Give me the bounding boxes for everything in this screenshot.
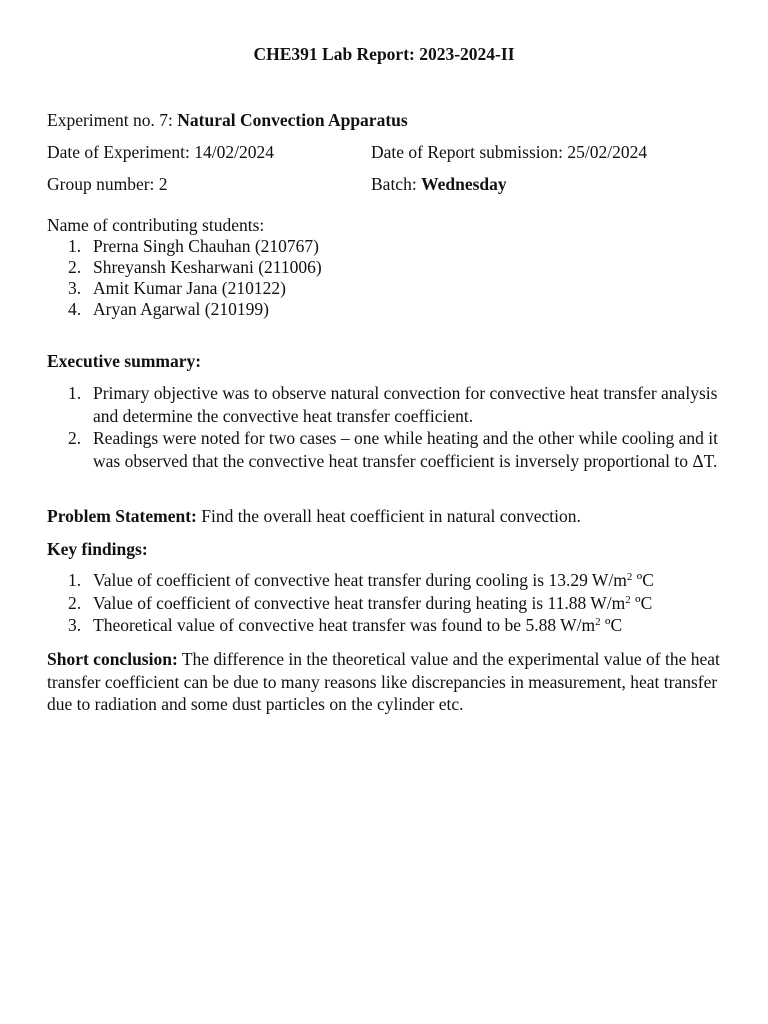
executive-summary-list — [47, 382, 727, 472]
batch-label: Batch: — [371, 174, 422, 194]
list-item — [47, 569, 727, 592]
short-conclusion — [47, 648, 727, 716]
date-of-submission — [371, 141, 647, 163]
list-item — [47, 427, 727, 472]
group-number — [47, 173, 168, 195]
list-item — [47, 592, 727, 615]
key-findings-list — [47, 569, 727, 637]
report-title: CHE391 Lab Report: 2023-2024-II — [253, 44, 515, 64]
date-experiment-label: Date of Experiment: — [47, 142, 195, 162]
conclusion-label: Short conclusion: — [47, 649, 178, 669]
key-findings-heading-text: Key findings: — [47, 539, 148, 559]
summary-text: Readings were noted for two cases – one while heating and the other while cooling and it was observed that the convective heat transfer coefficient is inversely proportional to ΔT. — [93, 428, 718, 471]
list-item — [47, 382, 727, 427]
list-number: 4. — [68, 299, 82, 319]
conclusion-text: The difference in the theoretical value and the experimental value of the heat transfer coefficient can be due to many reasons like discrepancies in measurement, heat transfer due to radiation and some dust particles on the cylinder etc. — [47, 649, 720, 714]
list-number: 1. — [68, 236, 82, 256]
finding-unit: ºC — [632, 570, 654, 590]
finding-text: Value of coefficient of convective heat transfer during heating is 11.88 W/m — [93, 592, 626, 613]
key-findings-heading — [47, 538, 148, 560]
summary-text: Primary objective was to observe natural convection for convective heat transfer analysis and determine the convective heat transfer coefficient. — [93, 383, 718, 426]
group-label: Group number: — [47, 174, 159, 194]
students-section — [47, 215, 322, 320]
finding-text: Theoretical value of convective heat transfer was found to be 5.88 W/m — [93, 615, 596, 635]
list-number: 1. — [68, 383, 82, 403]
experiment-label: Experiment no. 7: — [47, 110, 178, 130]
student-item — [47, 257, 322, 278]
executive-summary-heading — [47, 350, 201, 372]
list-number: 2. — [68, 428, 82, 448]
experiment-name: Natural Convection Apparatus — [177, 110, 408, 130]
list-number: 2. — [68, 257, 82, 277]
problem-statement-text: Find the overall heat coefficient in natural convection. — [196, 506, 581, 526]
executive-summary-heading-text: Executive summary: — [47, 351, 202, 371]
batch-value: Wednesday — [421, 174, 507, 194]
date-submission-label: Date of Report submission: — [371, 142, 568, 162]
finding-sup: 2 — [625, 593, 631, 606]
student-name: Aryan Agarwal (210199) — [93, 299, 269, 319]
date-submission-value: 25/02/2024 — [567, 142, 648, 162]
group-value: 2 — [158, 174, 168, 194]
list-number: 1. — [68, 570, 82, 590]
student-item — [47, 236, 322, 257]
student-item — [47, 278, 322, 299]
batch — [371, 173, 507, 195]
students-heading: Name of contributing students: — [47, 215, 265, 235]
problem-statement — [47, 505, 727, 528]
date-of-experiment — [47, 141, 274, 163]
finding-sup: 2 — [595, 616, 601, 628]
problem-statement-label: Problem Statement: — [47, 506, 197, 526]
student-name: Prerna Singh Chauhan (210767) — [93, 236, 320, 256]
list-number: 3. — [68, 615, 82, 635]
list-number: 2. — [68, 592, 82, 613]
experiment-line — [47, 109, 408, 131]
list-number: 3. — [68, 278, 82, 298]
finding-unit: ºC — [600, 615, 623, 635]
student-name: Shreyansh Kesharwani (211006) — [93, 257, 322, 277]
student-name: Amit Kumar Jana (210122) — [93, 278, 286, 298]
students-list — [47, 236, 322, 320]
finding-sup: 2 — [626, 571, 633, 583]
finding-text: Value of coefficient of convective heat transfer during cooling is 13.29 W/m — [93, 570, 627, 590]
finding-unit: ºC — [630, 592, 653, 613]
list-item — [47, 614, 727, 637]
student-item — [47, 299, 322, 320]
date-experiment-value: 14/02/2024 — [194, 142, 274, 162]
